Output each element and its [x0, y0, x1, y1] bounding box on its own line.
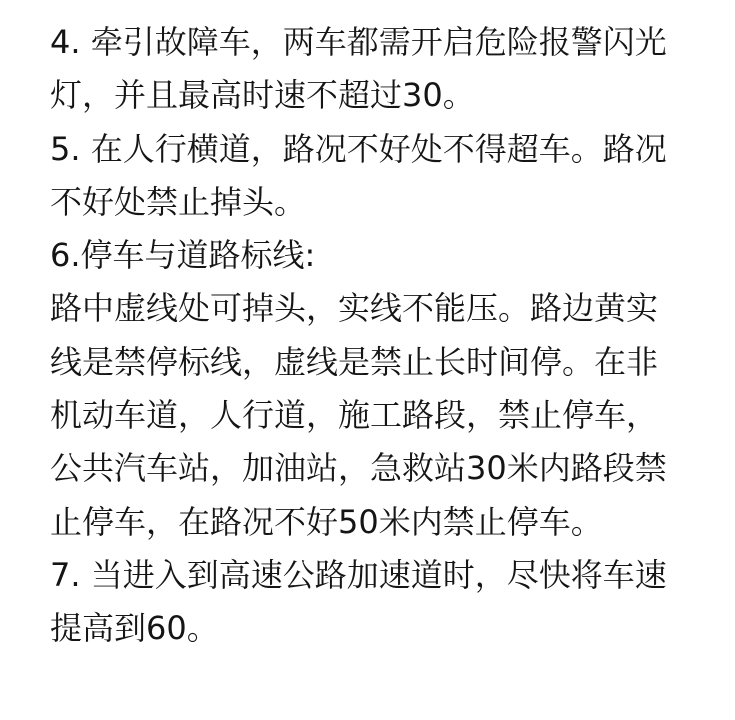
- text-line-rule-4-cont: 灯，并且最高时速不超过30。: [50, 76, 475, 115]
- text-line-rule-7-cont: 提高到60。: [50, 609, 219, 648]
- document-body: [50, 16, 722, 656]
- text-line-parking-3: 机动车道，人行道，施工路段，禁止停车，: [50, 396, 659, 435]
- text-line-rule-4: 4. 牵引故障车，两车都需开启危险报警闪光: [50, 23, 667, 61]
- section-heading-parking: 6.停车与道路标线:: [50, 236, 316, 275]
- text-line-rule-7: 7. 当进入到高速公路加速道时，尽快将车速: [50, 555, 667, 594]
- text-line-parking-1: 路中虚线处可掉头，实线不能压。路边黄实: [50, 289, 659, 328]
- text-line-rule-5: 5. 在人行横道，路况不好处不得超车。路况: [50, 129, 667, 168]
- text-line-parking-5: 止停车，在路况不好50米内禁止停车。: [50, 502, 603, 541]
- text-line-parking-2: 线是禁停标线，虚线是禁止长时间停。在非: [50, 342, 659, 381]
- text-line-rule-5-cont: 不好处禁止掉头。: [50, 182, 307, 221]
- text-line-parking-4: 公共汽车站，加油站，急救站30米内路段禁: [50, 449, 667, 488]
